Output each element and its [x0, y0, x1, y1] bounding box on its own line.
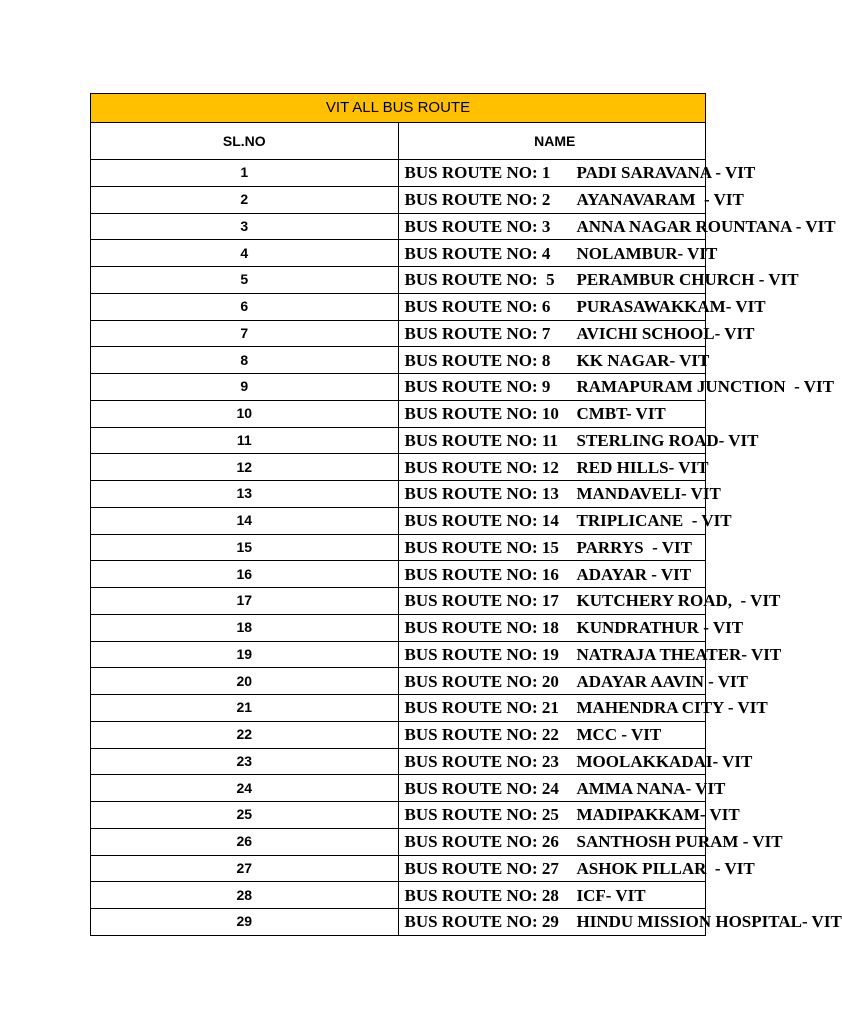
route-destination: RED HILLS- VIT	[576, 457, 709, 477]
route-name-cell	[398, 775, 726, 802]
table-row	[91, 855, 706, 882]
route-destination: AVICHI SCHOOL- VIT	[576, 323, 755, 343]
route-name-cell	[398, 882, 706, 909]
route-number-label: BUS ROUTE NO: 10	[404, 404, 559, 424]
sl-no-cell: 18	[91, 614, 399, 641]
sl-no-cell: 19	[91, 641, 399, 668]
route-number-label: BUS ROUTE NO: 25	[404, 805, 559, 825]
route-name-cell	[398, 588, 781, 615]
route-number-label: BUS ROUTE NO: 16	[404, 564, 559, 584]
sl-no-cell: 14	[91, 507, 399, 534]
table-row	[91, 293, 706, 320]
table-row	[91, 320, 706, 347]
sl-no-cell: 5	[91, 267, 399, 294]
bus-route-table	[90, 93, 842, 936]
route-number-label: BUS ROUTE NO: 8	[404, 350, 551, 370]
route-destination: RAMAPURAM JUNCTION - VIT	[576, 377, 835, 397]
route-destination: KUTCHERY ROAD, - VIT	[576, 591, 781, 611]
sl-no-cell: 26	[91, 828, 399, 855]
route-name-cell	[398, 213, 836, 240]
sl-no-cell: 4	[91, 240, 399, 267]
table-row	[91, 427, 706, 454]
route-name-cell	[398, 267, 799, 294]
sl-no-cell: 25	[91, 802, 399, 829]
table-row	[91, 160, 706, 187]
table-row	[91, 400, 706, 427]
route-name-cell	[398, 293, 766, 320]
table-header-row	[91, 123, 706, 160]
table-row	[91, 347, 706, 374]
route-number-label: BUS ROUTE NO: 11	[404, 430, 558, 450]
table-row	[91, 267, 706, 294]
route-destination: MCC - VIT	[576, 725, 662, 745]
sl-no-cell: 2	[91, 186, 399, 213]
route-number-label: BUS ROUTE NO: 12	[404, 457, 559, 477]
route-number-label: BUS ROUTE NO: 9	[404, 377, 551, 397]
route-name-cell	[398, 855, 755, 882]
sl-no-cell: 7	[91, 320, 399, 347]
sl-no-cell: 11	[91, 427, 399, 454]
route-name-cell	[398, 507, 732, 534]
sl-no-cell: 28	[91, 882, 399, 909]
route-number-label: BUS ROUTE NO: 6	[404, 297, 551, 317]
route-number-label: BUS ROUTE NO: 22	[404, 725, 559, 745]
sl-no-cell: 24	[91, 775, 399, 802]
table-row	[91, 561, 706, 588]
route-destination: MAHENDRA CITY - VIT	[576, 698, 768, 718]
route-number-label: BUS ROUTE NO: 28	[404, 885, 559, 905]
sl-no-cell: 3	[91, 213, 399, 240]
route-number-label: BUS ROUTE NO: 17	[404, 591, 559, 611]
route-name-cell	[398, 160, 756, 187]
table-row	[91, 534, 706, 561]
table-row	[91, 374, 706, 401]
route-destination: PERAMBUR CHURCH - VIT	[576, 270, 799, 290]
route-number-label: BUS ROUTE NO: 7	[404, 323, 551, 343]
table-row	[91, 588, 706, 615]
route-name-cell	[398, 427, 759, 454]
route-destination: AMMA NANA- VIT	[576, 778, 726, 798]
table-row	[91, 213, 706, 240]
route-number-label: BUS ROUTE NO: 29	[404, 912, 559, 932]
route-number-label: BUS ROUTE NO: 23	[404, 751, 559, 771]
route-name-cell	[398, 802, 740, 829]
route-destination: SANTHOSH PURAM - VIT	[576, 832, 783, 852]
sl-no-cell: 12	[91, 454, 399, 481]
sl-no-cell: 1	[91, 160, 399, 187]
sl-no-cell: 13	[91, 481, 399, 508]
route-name-cell	[398, 614, 744, 641]
route-name-cell	[398, 374, 835, 401]
table-row	[91, 614, 706, 641]
table-row	[91, 882, 706, 909]
route-number-label: BUS ROUTE NO: 19	[404, 644, 559, 664]
sl-no-cell: 29	[91, 909, 399, 936]
route-destination: PURASAWAKKAM- VIT	[576, 297, 766, 317]
table-row	[91, 775, 706, 802]
table-row	[91, 240, 706, 267]
route-name-cell	[398, 454, 709, 481]
table-row	[91, 909, 706, 936]
name-header: NAME	[398, 123, 706, 160]
route-destination: PADI SARAVANA - VIT	[576, 163, 756, 183]
route-name-cell	[398, 481, 721, 508]
sl-no-cell: 27	[91, 855, 399, 882]
route-number-label: BUS ROUTE NO: 27	[404, 858, 559, 878]
sl-no-cell: 21	[91, 695, 399, 722]
route-destination: CMBT- VIT	[576, 404, 666, 424]
table-row	[91, 668, 706, 695]
sl-no-cell: 10	[91, 400, 399, 427]
table-row	[91, 828, 706, 855]
route-number-label: BUS ROUTE NO: 5	[404, 270, 555, 290]
table-row	[91, 721, 706, 748]
table-title-row	[91, 94, 706, 123]
route-destination: ASHOK PILLAR - VIT	[576, 858, 755, 878]
sl-no-cell: 15	[91, 534, 399, 561]
sl-no-cell: 17	[91, 588, 399, 615]
route-number-label: BUS ROUTE NO: 1	[404, 163, 551, 183]
sl-no-cell: 20	[91, 668, 399, 695]
route-name-cell	[398, 695, 768, 722]
route-destination: ANNA NAGAR ROUNTANA - VIT	[576, 216, 836, 236]
route-destination: TRIPLICANE - VIT	[576, 511, 732, 531]
route-name-cell	[398, 748, 753, 775]
sl-no-header: SL.NO	[91, 123, 399, 160]
route-destination: KUNDRATHUR - VIT	[576, 618, 744, 638]
route-destination: KK NAGAR- VIT	[576, 350, 710, 370]
route-name-cell	[398, 240, 718, 267]
table-row	[91, 695, 706, 722]
route-destination: HINDU MISSION HOSPITAL- VIT	[576, 912, 842, 932]
table-row	[91, 454, 706, 481]
sl-no-cell: 9	[91, 374, 399, 401]
route-name-cell	[398, 561, 706, 588]
route-destination: MANDAVELI- VIT	[576, 484, 721, 504]
route-name-cell	[398, 320, 755, 347]
route-destination: AYANAVARAM - VIT	[576, 190, 744, 210]
route-name-cell	[398, 909, 842, 936]
route-destination: ADAYAR AAVIN - VIT	[576, 671, 748, 691]
route-destination: NOLAMBUR- VIT	[576, 243, 718, 263]
route-number-label: BUS ROUTE NO: 18	[404, 618, 559, 638]
route-destination: NATRAJA THEATER- VIT	[576, 644, 782, 664]
route-name-cell	[398, 828, 783, 855]
route-number-label: BUS ROUTE NO: 4	[404, 243, 551, 263]
route-destination: ICF- VIT	[576, 885, 646, 905]
route-name-cell	[398, 641, 782, 668]
route-name-cell	[398, 186, 744, 213]
sl-no-cell: 22	[91, 721, 399, 748]
sl-no-cell: 6	[91, 293, 399, 320]
table-row	[91, 507, 706, 534]
table-title: VIT ALL BUS ROUTE	[91, 94, 706, 123]
route-name-cell	[398, 721, 706, 748]
table-row	[91, 802, 706, 829]
route-destination: ADAYAR - VIT	[576, 564, 692, 584]
route-number-label: BUS ROUTE NO: 24	[404, 778, 559, 798]
route-destination: MOOLAKKADAI- VIT	[576, 751, 753, 771]
table-row	[91, 186, 706, 213]
sl-no-cell: 8	[91, 347, 399, 374]
route-number-label: BUS ROUTE NO: 21	[404, 698, 559, 718]
table-row	[91, 481, 706, 508]
route-table-body	[91, 94, 842, 936]
route-destination: MADIPAKKAM- VIT	[576, 805, 740, 825]
table-row	[91, 748, 706, 775]
route-name-cell	[398, 347, 710, 374]
route-number-label: BUS ROUTE NO: 2	[404, 190, 551, 210]
route-name-cell	[398, 400, 706, 427]
route-name-cell	[398, 534, 706, 561]
route-number-label: BUS ROUTE NO: 20	[404, 671, 559, 691]
route-number-label: BUS ROUTE NO: 15	[404, 537, 559, 557]
route-number-label: BUS ROUTE NO: 3	[404, 216, 551, 236]
route-name-cell	[398, 668, 748, 695]
route-number-label: BUS ROUTE NO: 26	[404, 832, 559, 852]
route-number-label: BUS ROUTE NO: 14	[404, 511, 559, 531]
sl-no-cell: 23	[91, 748, 399, 775]
route-destination: PARRYS - VIT	[576, 537, 692, 557]
table-row	[91, 641, 706, 668]
route-number-label: BUS ROUTE NO: 13	[404, 484, 559, 504]
sl-no-cell: 16	[91, 561, 399, 588]
route-destination: STERLING ROAD- VIT	[576, 430, 759, 450]
